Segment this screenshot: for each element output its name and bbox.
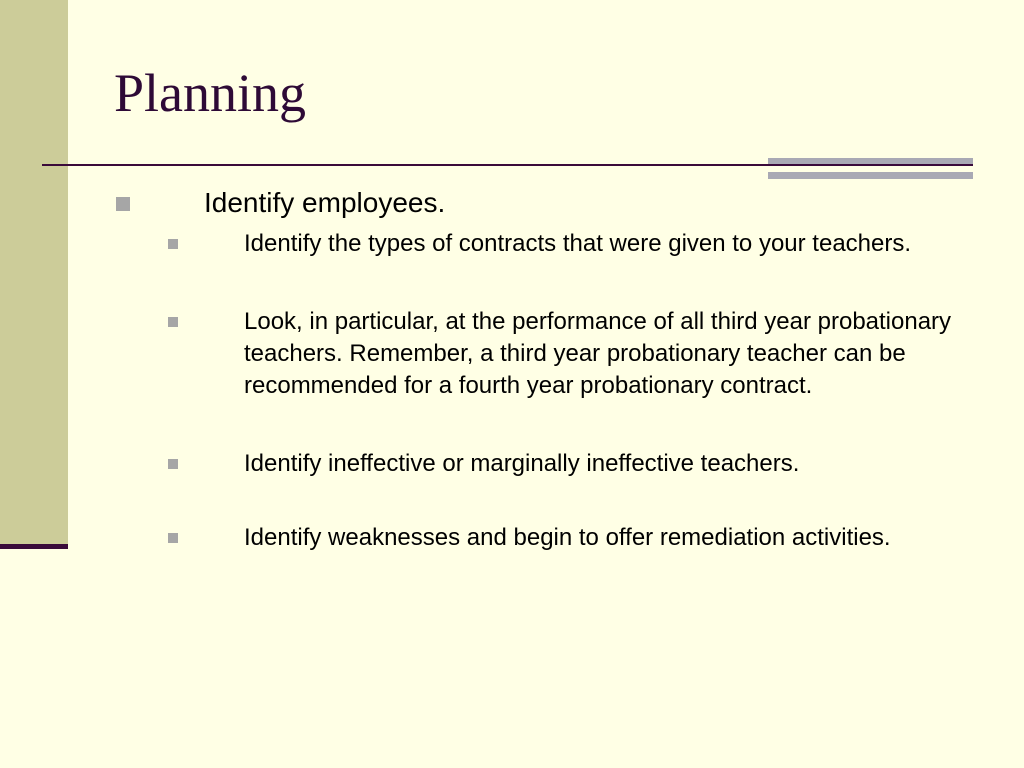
square-bullet-icon — [168, 533, 178, 543]
bullet-item-level2 — [244, 522, 974, 554]
square-bullet-icon — [116, 197, 130, 211]
bullet-item-level1 — [204, 185, 445, 221]
bullet-text: Identify ineffective or marginally ineffective teachers. — [244, 450, 800, 477]
square-bullet-icon — [168, 317, 178, 327]
square-bullet-icon — [168, 459, 178, 469]
bullet-text: Identify the types of contracts that were given to your teachers. — [244, 230, 912, 257]
bullet-item-level2 — [244, 448, 974, 480]
bullet-item-level2 — [244, 306, 974, 402]
bullet-item-level2 — [244, 228, 974, 260]
bullet-text: Identify employees. — [204, 187, 446, 218]
bullet-text: Identify weaknesses and begin to offer remediation activities. — [244, 524, 891, 551]
bullet-text: Look, in particular, at the performance of all third year probationary teachers. Remember, a third year probationary teacher can be recommended for a fourth year probationary contract. — [244, 308, 952, 399]
slide-title: Planning — [114, 63, 307, 123]
square-bullet-icon — [168, 239, 178, 249]
